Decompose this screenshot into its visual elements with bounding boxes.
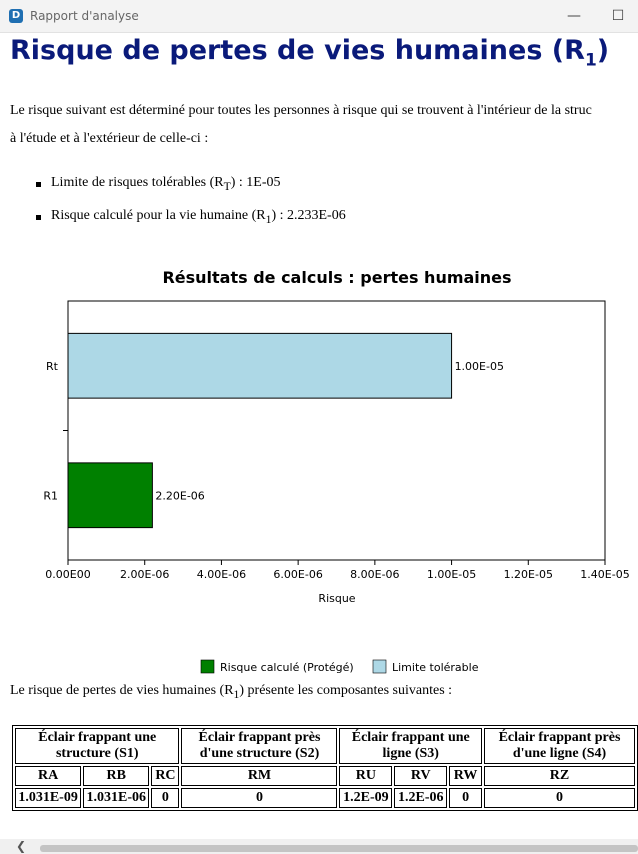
table-value-rc: 0: [151, 788, 179, 808]
y-tick-label-rt: Rt: [46, 359, 58, 373]
x-tick-label: 1.40E-05: [580, 568, 630, 581]
list-item-calculated-risk: Risque calculé pour la vie humaine $(R_1)$ : 2.233E-06: [36, 208, 346, 241]
x-tick-label: 1.00E-05: [426, 568, 477, 581]
bar-r1: [68, 463, 152, 528]
results-chart: [0, 259, 638, 679]
intro-line-1: Le risque suivant est déterminé pour toutes les personnes à risque qui se trouvent à l'intérieur de la struc: [10, 103, 592, 118]
intro-line-2: à l'étude et à l'extérieur de celle-ci :: [10, 131, 209, 146]
legend-swatch-0: [201, 660, 214, 673]
table-header-s2: Éclair frappant près d'une structure (S2): [181, 728, 337, 764]
report-content: [0, 33, 638, 839]
bar-rt: [68, 333, 452, 398]
table-value-rb: 1.031E-06: [83, 788, 149, 808]
x-tick-label: 8.00E-06: [350, 568, 400, 581]
legend-label-1: Limite tolérable: [392, 661, 479, 674]
table-value-rw: 0: [449, 788, 482, 808]
table-row-groups: [15, 728, 635, 764]
table-code-rw: RW: [449, 766, 482, 786]
window-title: Rapport d'analyse: [30, 9, 139, 23]
window-titlebar: [0, 0, 638, 33]
table-value-ra: 1.031E-09: [15, 788, 81, 808]
chart-title: Résultats de calculs : pertes humaines: [162, 268, 512, 287]
components-intro: Le risque de pertes de vies humaines $(R_1)$ présente les composantes suivantes :: [10, 683, 453, 701]
components-table-wrapper: [12, 725, 638, 811]
table-row-codes: [15, 766, 635, 786]
table-value-rm: 0: [181, 788, 337, 808]
table-header-s3: Éclair frappant une ligne (S3): [339, 728, 482, 764]
risk-parameters-list: [36, 175, 346, 241]
minimize-button[interactable]: —: [567, 8, 581, 24]
data-label-r1: 2.20E-06: [155, 489, 205, 503]
horizontal-scrollbar[interactable]: [0, 839, 638, 854]
maximize-button[interactable]: ☐: [611, 8, 625, 24]
table-code-rz: RZ: [484, 766, 635, 786]
table-header-s4: Éclair frappant près d'une ligne (S4): [484, 728, 635, 764]
scrollbar-thumb[interactable]: [40, 845, 638, 852]
table-value-rz: 0: [484, 788, 635, 808]
table-code-rb: RB: [83, 766, 149, 786]
data-label-rt: 1.00E-05: [454, 359, 504, 373]
x-tick-label: 6.00E-06: [273, 568, 323, 581]
x-axis-label: Risque: [318, 592, 356, 605]
scroll-left-arrow-icon[interactable]: ❮: [16, 839, 27, 853]
app-icon: D: [9, 9, 23, 23]
legend-swatch-1: [373, 660, 386, 673]
table-code-ra: RA: [15, 766, 81, 786]
legend-label-0: Risque calculé (Protégé): [220, 661, 354, 674]
x-tick-label: 2.00E-06: [120, 568, 170, 581]
list-item-tolerable-limit: Limite de risques tolérables $(R_T)$ : 1E-05: [36, 175, 346, 208]
table-header-s1: Éclair frappant une structure (S1): [15, 728, 179, 764]
x-tick-label: 0.00E00: [45, 568, 91, 581]
table-code-rc: RC: [151, 766, 179, 786]
table-value-ru: 1.2E-09: [339, 788, 392, 808]
table-row-values: [15, 788, 635, 808]
x-tick-label: 4.00E-06: [196, 568, 247, 581]
table-value-rv: 1.2E-06: [394, 788, 447, 808]
chart-svg: [0, 259, 638, 679]
table-code-rm: RM: [181, 766, 337, 786]
y-tick-label-r1: R1: [43, 489, 58, 503]
x-tick-label: 1.20E-05: [503, 568, 553, 581]
risk-components-table: [12, 725, 638, 811]
page-title: Risque de pertes de vies humaines $(R_1)$: [10, 35, 610, 71]
table-code-rv: RV: [394, 766, 447, 786]
table-code-ru: RU: [339, 766, 392, 786]
